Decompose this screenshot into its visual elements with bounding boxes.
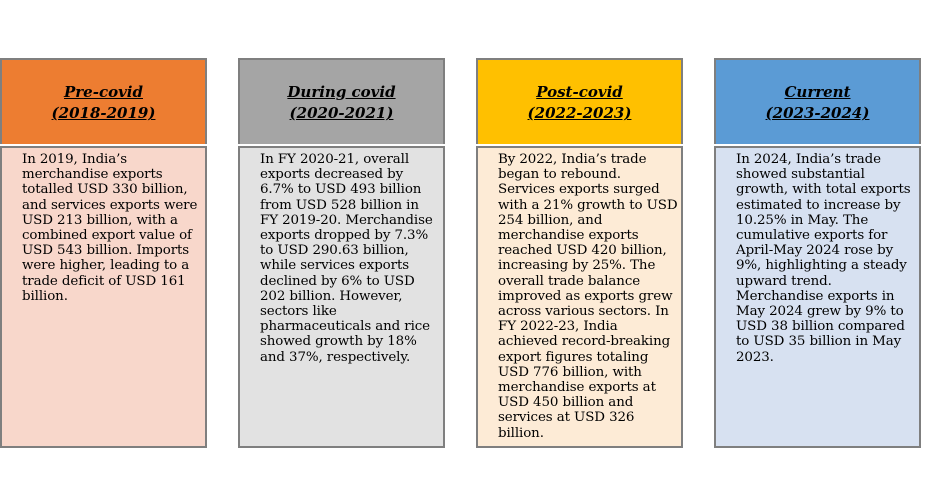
card-body bbox=[238, 146, 445, 448]
card-period: (2018-2019) bbox=[51, 104, 156, 122]
card-pre-covid bbox=[0, 58, 207, 446]
card-header bbox=[238, 58, 445, 146]
card-body bbox=[0, 146, 207, 448]
card-text: In FY 2020-21, overall exports decreased by 6.7% to USD 493 billion from USD 528 billion in FY 2019-20. Merchandise exports dropped by 7.3% to USD 290.63 billion, while services exports declined by 6% to USD 202 billion. However, sectors like pharmaceuticals and rice showed growth by 18% and 37%, respectively. bbox=[260, 152, 433, 365]
card-title: During covid bbox=[287, 83, 396, 101]
card-title: Post-covid bbox=[536, 83, 623, 101]
card-during-covid bbox=[238, 58, 445, 446]
card-current bbox=[714, 58, 921, 446]
card-title: Pre-covid bbox=[64, 83, 143, 101]
card-text: By 2022, India’s trade began to rebound. Services exports surged with a 21% growth to USD 254 billion, and merchandise exports reached USD 420 billion, increasing by 25%. The overall trade balance improved as exports grew across various sectors. In FY 2022-23, India achieved record-breaking export figures totaling USD 776 billion, with merchandise exports at USD 450 billion and services at USD 326 billion. bbox=[498, 152, 678, 441]
card-post-covid bbox=[476, 58, 683, 446]
card-header bbox=[714, 58, 921, 146]
card-header bbox=[476, 58, 683, 146]
card-period: (2022-2023) bbox=[527, 104, 632, 122]
card-text: In 2019, India’s merchandise exports totalled USD 330 billion, and services exports were USD 213 billion, with a combined export value of USD 543 billion. Imports were higher, leading to a trade deficit of USD 161 billion. bbox=[22, 152, 198, 304]
card-period: (2020-2021) bbox=[289, 104, 394, 122]
card-body bbox=[476, 146, 683, 448]
card-title: Current bbox=[784, 83, 851, 101]
card-body bbox=[714, 146, 921, 448]
card-text: In 2024, India’s trade showed substantial growth, with total exports estimated to increase by 10.25% in May. The cumulative exports for April-May 2024 rose by 9%, highlighting a steady upward trend. Merchandise exports in May 2024 grew by 9% to USD 38 billion compared to USD 35 billion in May 2023. bbox=[736, 152, 911, 365]
card-period: (2023-2024) bbox=[765, 104, 870, 122]
card-header bbox=[0, 58, 207, 146]
